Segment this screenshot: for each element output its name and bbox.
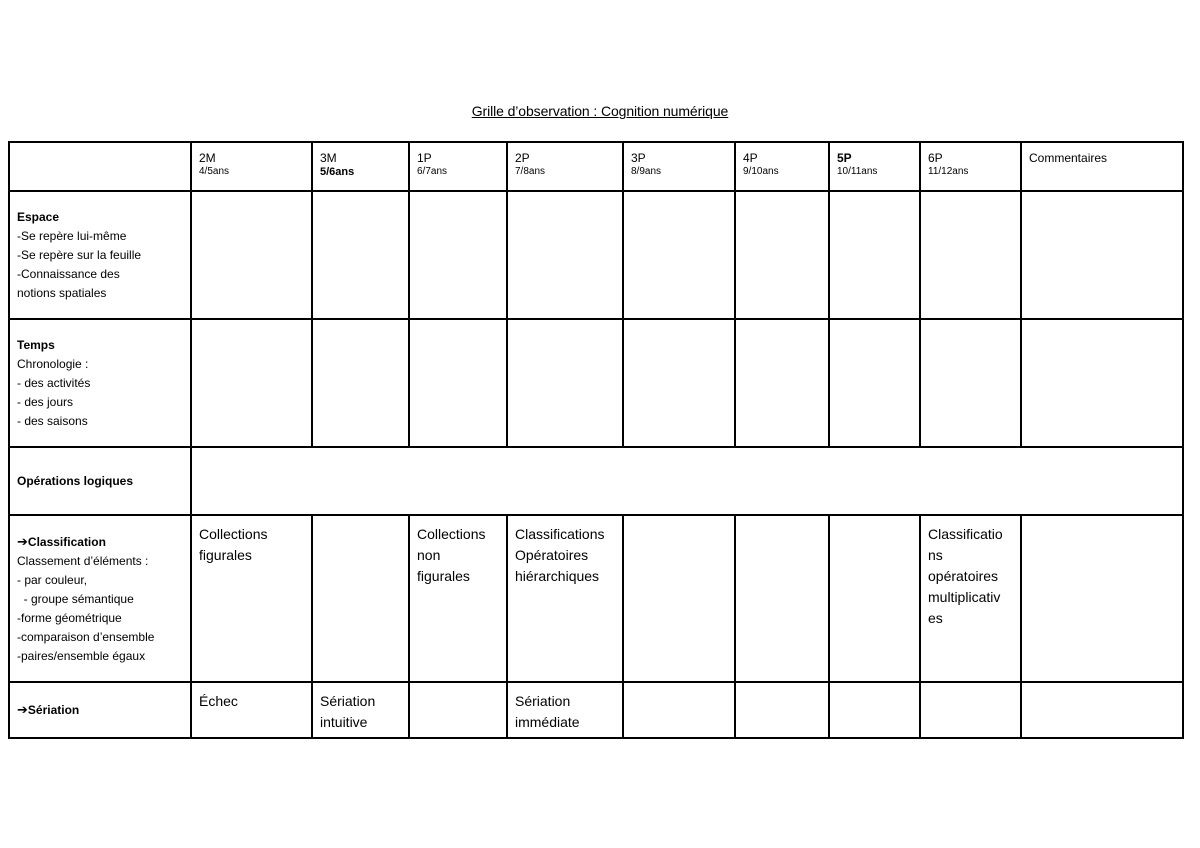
age-label: 6/7ans	[417, 166, 448, 177]
row-line: -Connaissance des	[17, 266, 120, 281]
level-label: 2M	[199, 151, 216, 165]
header-6p	[920, 142, 1021, 191]
grid-cell	[191, 191, 312, 319]
grid-cell	[409, 319, 507, 447]
row-line: -paires/ensemble égaux	[17, 648, 146, 663]
cell-text: figurales	[199, 547, 252, 563]
cell-classification-6p	[920, 515, 1021, 682]
level-label: 4P	[743, 151, 758, 165]
row-line: -forme géométrique	[17, 610, 122, 625]
age-label: 8/9ans	[631, 166, 662, 177]
cell-text: Collections	[199, 526, 268, 542]
row-seriation	[9, 682, 1183, 738]
row-line: -Se repère lui-même	[17, 228, 127, 243]
comments-label: Commentaires	[1029, 151, 1108, 165]
grid-cell	[829, 319, 920, 447]
cell-text: Classifications	[515, 526, 605, 542]
row-line: - des activités	[17, 375, 91, 390]
grid-cell	[829, 515, 920, 682]
header-3p	[623, 142, 735, 191]
row-espace	[9, 191, 1183, 319]
cell-seriation-2m	[191, 682, 312, 738]
cell-classification-1p	[409, 515, 507, 682]
grid-cell	[312, 319, 409, 447]
row-operations-logiques	[9, 447, 1183, 515]
row-line: - des saisons	[17, 413, 88, 428]
cell-text: intuitive	[320, 714, 368, 730]
cell-text: immédiate	[515, 714, 580, 730]
page-title: Grille d’observation : Cognition numérique	[471, 103, 729, 119]
row-line: notions spatiales	[17, 285, 107, 300]
cell-text: opératoires	[928, 568, 999, 584]
level-label: 2P	[515, 151, 530, 165]
row-label-espace	[9, 191, 191, 319]
row-line: Chronologie :	[17, 356, 89, 371]
grid-cell	[829, 191, 920, 319]
cell-text: Collections	[417, 526, 486, 542]
grid-cell	[920, 682, 1021, 738]
grid-cell	[623, 319, 735, 447]
age-label: 5/6ans	[320, 166, 355, 178]
age-label: 10/11ans	[837, 166, 878, 177]
row-label-seriation	[9, 682, 191, 738]
row-title: Opérations logiques	[17, 473, 134, 488]
header-row	[9, 142, 1183, 191]
age-label: 7/8ans	[515, 166, 546, 177]
header-5p	[829, 142, 920, 191]
row-classification	[9, 515, 1183, 682]
grid-cell	[507, 319, 623, 447]
age-label: 9/10ans	[743, 166, 779, 177]
row-line: Classement d’éléments :	[17, 553, 149, 568]
cell-text: Sériation	[320, 693, 376, 709]
cell-text: Sériation	[515, 693, 571, 709]
cell-text: non	[417, 547, 441, 563]
row-title: Classification	[27, 534, 106, 549]
header-2p	[507, 142, 623, 191]
row-title: Sériation	[27, 703, 80, 717]
cell-text: figurales	[417, 568, 470, 584]
grid-cell	[623, 191, 735, 319]
row-line: - des jours	[17, 394, 74, 409]
cell-seriation-3m	[312, 682, 409, 738]
grid-cell	[507, 191, 623, 319]
row-label-operations	[9, 447, 191, 515]
grid-cell	[191, 319, 312, 447]
age-label: 11/12ans	[928, 166, 969, 177]
grid-cell	[735, 515, 829, 682]
header-4p	[735, 142, 829, 191]
cell-text: hiérarchiques	[515, 568, 600, 584]
row-line: -Se repère sur la feuille	[17, 247, 142, 262]
observation-grid	[8, 141, 1184, 739]
age-label: 4/5ans	[199, 166, 230, 177]
row-title: Temps	[17, 337, 55, 352]
header-2m	[191, 142, 312, 191]
header-3m	[312, 142, 409, 191]
cell-text: Opératoires	[515, 547, 589, 563]
level-label: 6P	[928, 151, 943, 165]
arrow-right-icon: ➔	[17, 533, 28, 549]
level-label: 5P	[837, 151, 852, 165]
grid-cell	[623, 515, 735, 682]
grid-cell	[735, 682, 829, 738]
level-label: 1P	[417, 151, 432, 165]
grid-cell	[1021, 191, 1183, 319]
row-label-temps	[9, 319, 191, 447]
cell-classification-2p	[507, 515, 623, 682]
header-1p	[409, 142, 507, 191]
grid-cell	[409, 191, 507, 319]
grid-cell	[920, 191, 1021, 319]
cell-classification-2m	[191, 515, 312, 682]
cell-text: es	[928, 610, 943, 626]
grid-cell	[735, 191, 829, 319]
grid-cell	[829, 682, 920, 738]
cell-text: multiplicativ	[928, 589, 1001, 605]
row-line: - par couleur,	[17, 572, 88, 587]
grid-cell	[312, 191, 409, 319]
grid-cell	[623, 682, 735, 738]
grid-cell	[1021, 682, 1183, 738]
row-line: - groupe sémantique	[17, 591, 134, 606]
cell-text: ns	[928, 547, 943, 563]
cell-text: Classificatio	[928, 526, 1003, 542]
grid-cell	[1021, 319, 1183, 447]
row-line: -comparaison d’ensemble	[17, 629, 155, 644]
arrow-right-icon: ➔	[17, 702, 28, 717]
grid-cell	[920, 319, 1021, 447]
cell-text: Échec	[199, 693, 238, 709]
header-corner	[9, 142, 191, 191]
grid-cell	[409, 682, 507, 738]
row-title: Espace	[17, 209, 60, 224]
level-label: 3M	[320, 151, 337, 165]
cell-seriation-2p	[507, 682, 623, 738]
merged-cell	[191, 447, 1183, 515]
level-label: 3P	[631, 151, 646, 165]
grid-cell	[735, 319, 829, 447]
row-label-classification	[9, 515, 191, 682]
row-temps	[9, 319, 1183, 447]
header-comments	[1021, 142, 1183, 191]
grid-cell	[312, 515, 409, 682]
grid-cell	[1021, 515, 1183, 682]
